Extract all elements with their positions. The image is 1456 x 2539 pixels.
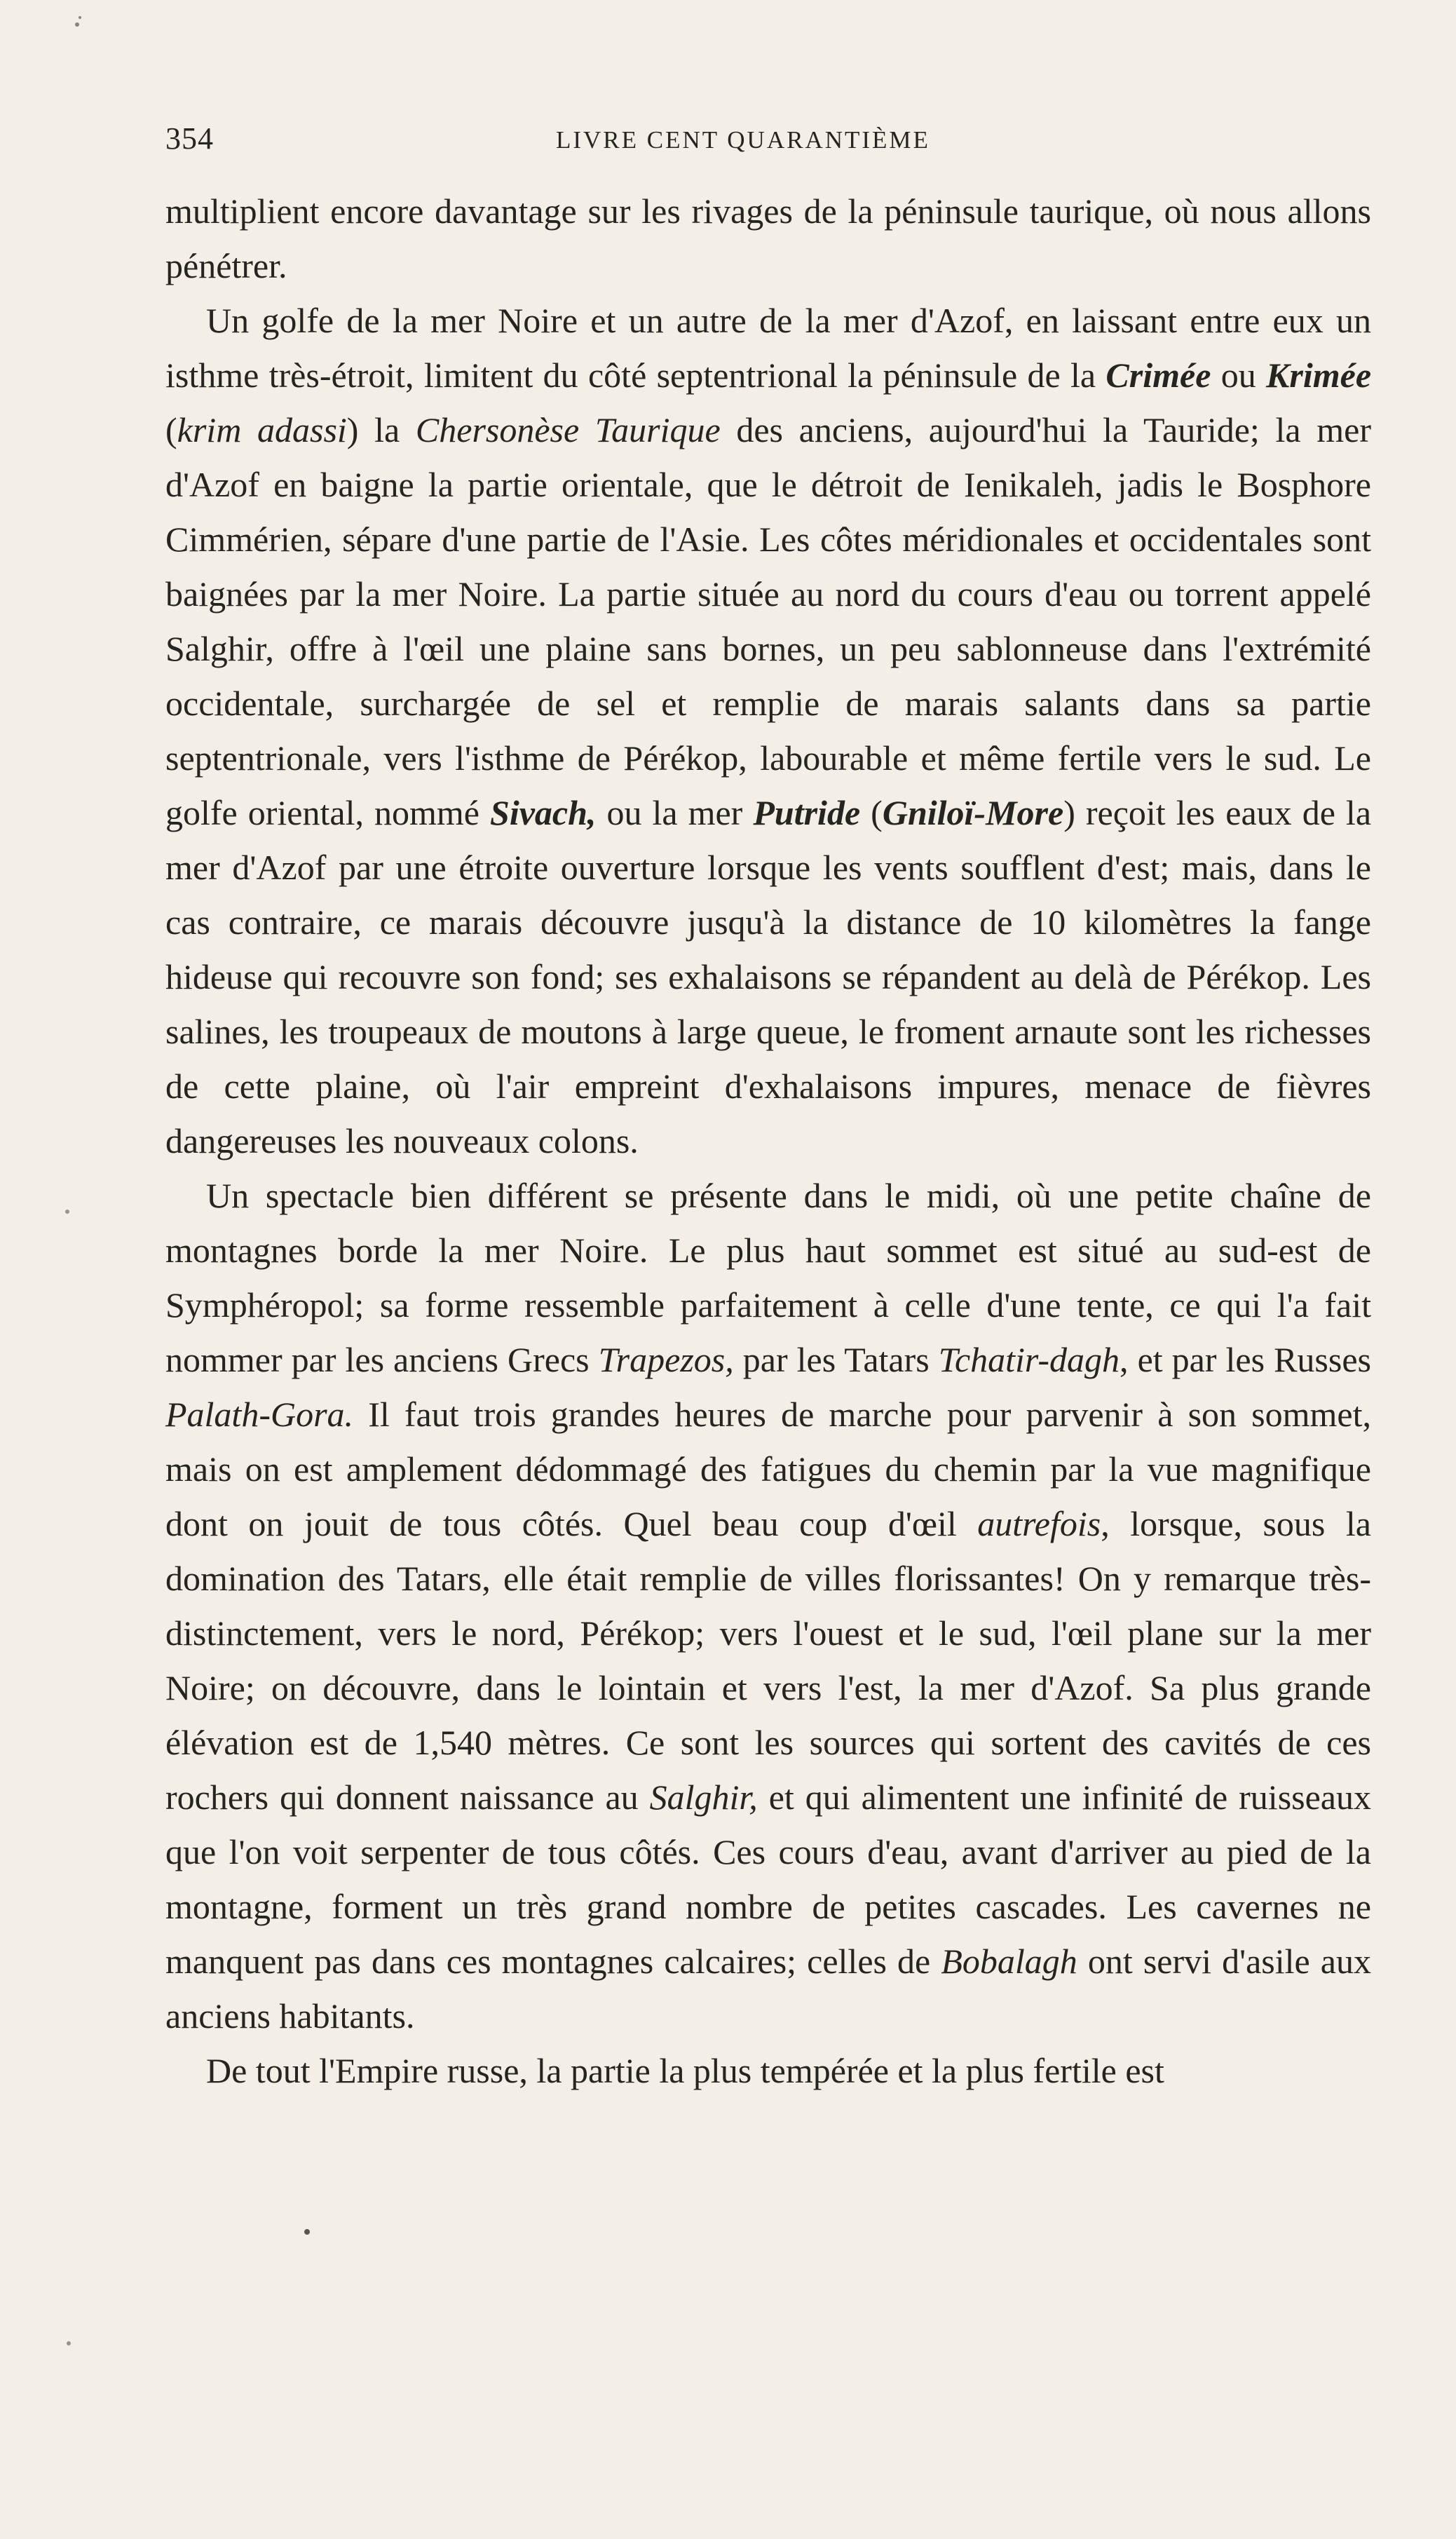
paragraph <box>165 2043 1371 2098</box>
emphasized-text: Chersonèse Taurique <box>415 410 721 449</box>
paper-speck <box>75 22 79 27</box>
paper-speck <box>304 2229 310 2235</box>
emphasized-text: Putride <box>753 793 861 832</box>
text-run: ont servi d'asile aux anciens habitants. <box>165 1942 1371 2036</box>
emphasized-text: Palath-Gora. <box>165 1395 354 1434</box>
text-run: , lorsque, sous la domination des Tatars, elle était remplie de villes florissantes! On y remarque très-distinctement, vers le nord, Pérékop; vers l'ouest et le sud, l'œil plane sur la mer Noire; on découvre, dans le lointain et vers l'est, la mer d'Azof. Sa plus grande élévation est de 1,540 mètres. Ce sont les sources qui sortent des cavités de ces rochers qui donnent naissance au <box>165 1504 1371 1817</box>
emphasized-text: Salghir, <box>649 1778 758 1817</box>
emphasized-text: autrefois <box>977 1504 1101 1543</box>
text-run: Il faut trois grandes heures de marche pour parvenir à son sommet, mais on est amplement dédommagé des fatigues du chemin par la vue magnifique dont on jouit de tous côtés. Quel beau coup d'œil <box>165 1395 1371 1543</box>
emphasized-text: Tchatir-dagh <box>938 1340 1120 1379</box>
text-run: multiplient encore davantage sur les rivages de la péninsule taurique, où nous allons pénétrer. <box>165 191 1371 285</box>
text-run: , et par les Russes <box>1120 1340 1371 1379</box>
page-number: 354 <box>165 121 214 156</box>
text-run: De tout l'Empire russe, la partie la plus tempérée et la plus fertile est <box>206 2051 1164 2090</box>
text-run: ou la mer <box>596 793 754 832</box>
paper-speck <box>65 1210 69 1214</box>
emphasized-text: Krimée <box>1266 356 1372 395</box>
emphasized-text: Trapezos, <box>598 1340 734 1379</box>
text-run: Un golfe de la mer Noire et un autre de la mer d'Azof, en laissant entre eux un isthme très-étroit, limitent du côté septentrional la péninsule de la <box>165 301 1371 395</box>
emphasized-text: Bobalagh <box>941 1942 1077 1981</box>
emphasized-text: Sivach, <box>490 793 597 832</box>
paragraph <box>165 1168 1371 2043</box>
text-run: ( <box>165 410 177 449</box>
running-title: LIVRE CENT QUARANTIÈME <box>556 126 930 154</box>
text-run: Un spectacle bien différent se présente dans le midi, où une petite chaîne de montagnes borde la mer Noire. Le plus haut sommet est situé au sud-est de Symphéropol; sa forme ressemble parfaitement à celle d'une tente, ce qui l'a fait nommer par les anciens Grecs <box>165 1176 1371 1379</box>
text-run: ou <box>1211 356 1267 395</box>
text-run: et qui alimentent une infinité de ruisseaux que l'on voit serpenter de tous côtés. Ces cours d'eau, avant d'arriver au pied de la montagne, forment un très grand nombre de petites cascades. Les cavernes ne manquent pas dans ces montagnes calcaires; celles de <box>165 1778 1371 1981</box>
page-header <box>165 121 1371 163</box>
paper-speck <box>67 2341 71 2345</box>
emphasized-text: Crimée <box>1105 356 1211 395</box>
text-run: ( <box>860 793 883 832</box>
text-run: ) la <box>346 410 416 449</box>
text-run: par les Tatars <box>733 1340 939 1379</box>
text-run: des anciens, aujourd'hui la Tauride; la mer d'Azof en baigne la partie orientale, que le détroit de Ienikaleh, jadis le Bosphore Cimmérien, sépare d'une partie de l'Asie. Les côtes méridionales et occidentales sont baignées par la mer Noire. La partie située au nord du cours d'eau ou torrent appelé Salghir, offre à l'œil une plaine sans bornes, un peu sablonneuse dans l'extrémité occidentale, surchargée de sel et remplie de marais salants dans sa partie septentrionale, vers l'isthme de Pérékop, labourable et même fertile vers le sud. Le golfe oriental, nommé <box>165 410 1371 832</box>
emphasized-text: krim adassi <box>177 410 347 449</box>
paragraph <box>165 293 1371 1168</box>
text-run: ) reçoit les eaux de la mer d'Azof par une étroite ouverture lorsque les vents soufflent d'est; mais, dans le cas contraire, ce marais découvre jusqu'à la distance de 10 kilomètres la fange hideuse qui recouvre son fond; ses exhalaisons se répandent au delà de Pérékop. Les salines, les troupeaux de moutons à large queue, le froment arnaute sont les richesses de cette plaine, où l'air empreint d'exhalaisons impures, menace de fièvres dangereuses les nouveaux colons. <box>165 793 1372 1160</box>
paper-speck <box>79 16 81 19</box>
body-text <box>165 184 1371 2098</box>
paragraph <box>165 184 1371 293</box>
emphasized-text: Gniloï-More <box>882 793 1064 832</box>
